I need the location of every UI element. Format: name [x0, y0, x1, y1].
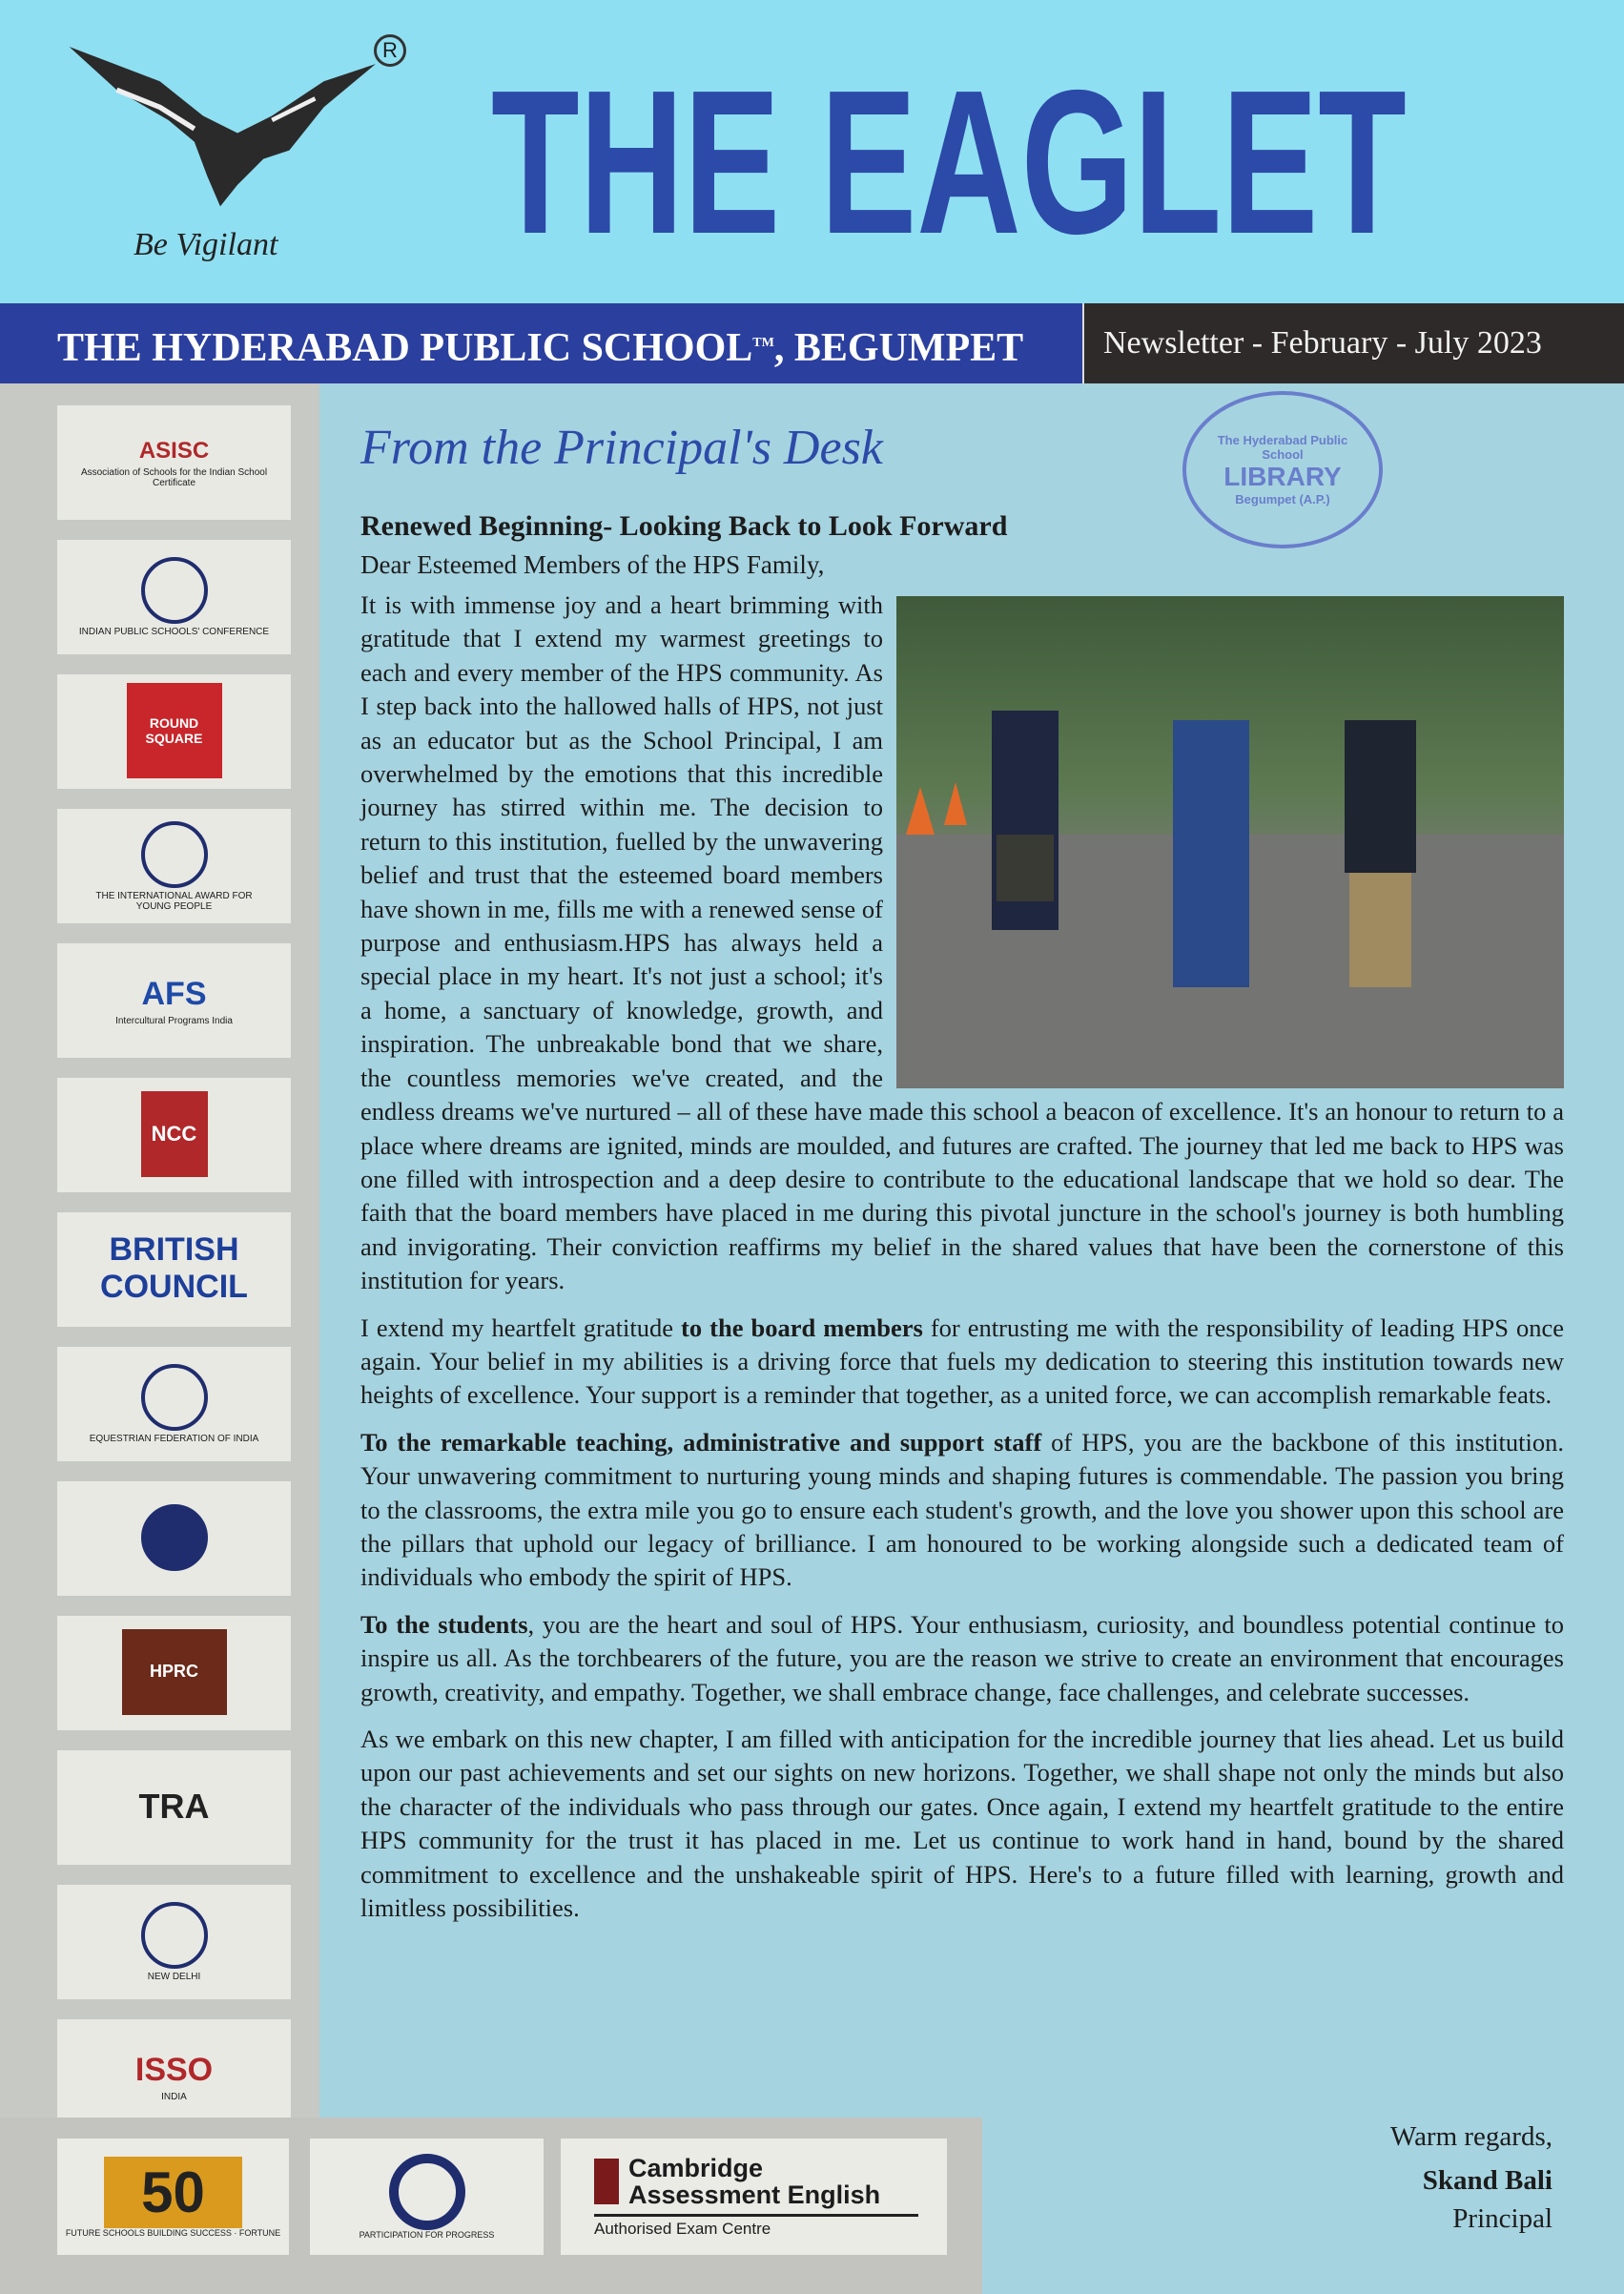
future-50-logo: [57, 2139, 289, 2255]
affiliation-logo: [57, 1885, 291, 1999]
designation: Principal: [1452, 2203, 1552, 2234]
affiliation-logo: [57, 405, 291, 520]
cambridge-logo: [561, 2139, 947, 2255]
registered-mark: R: [374, 34, 406, 67]
paragraph-4: [360, 1608, 1564, 1709]
affiliation-emblem-icon: [127, 683, 222, 778]
logo-caption: THE INTERNATIONAL AWARD FOR YOUNG PEOPLE: [95, 890, 253, 912]
p2-text-b: for entrusting me with the responsibility of leading HPS once again. Your belief in my abilities is a driving force that fuels my dedication to steering this institution towards new heights of excellence. Your support is a reminder that together, as a united force, we can accomplish remarkable feats.: [360, 1312, 1564, 1410]
article-headline: Renewed Beginning- Looking Back to Look Forward: [360, 510, 1008, 542]
affiliation-logo: [57, 809, 291, 923]
stamp-line2: LIBRARY: [1223, 462, 1342, 491]
affiliation-logo: [57, 1616, 291, 1730]
p4-bold: To the students: [360, 1609, 528, 1639]
participation-for-progress-logo: [310, 2139, 544, 2255]
p2-text-a: I extend my heartfelt gratitude: [360, 1312, 682, 1342]
cambridge-shield-icon: [594, 2159, 619, 2204]
logo-name: ASISC: [138, 437, 210, 464]
future-50-mark: 50: [104, 2157, 242, 2228]
principal-article: [360, 420, 1564, 1938]
logo-name: BRITISH COUNCIL: [100, 1230, 248, 1305]
paragraph-5: As we embark on this new chapter, I am filled with anticipation for the incredible journey that lies ahead. Let us build upon our past achievements and set our sights on new horizons. Together, we shall shape not only the minds but also the character of the individuals who pass through our gates. Once again, I extend my heartfelt gratitude to the entire HPS community for the trust it has placed in me. Let us continue to work hand in hand, bound by the shared commitment to excellence and the unshakeable spirit of HPS. Here's to a future filled with learning, growth and limitless possibilities.: [360, 1725, 1564, 1923]
school-name: THE HYDERABAD PUBLIC SCHOOL: [57, 326, 753, 370]
closing: Warm regards,: [1390, 2121, 1552, 2152]
affiliation-logo: [57, 1481, 291, 1596]
affiliation-logo: [57, 943, 291, 1058]
logo-caption: INDIA: [161, 2091, 187, 2102]
logo-name: ISSO: [134, 2051, 214, 2088]
issue-label: Newsletter - February - July 2023: [1082, 303, 1624, 383]
p3-text: of HPS, you are the backbone of this institution. Your unwavering commitment to nurturing young minds and shaping futures is commendable. The passion you bring to the classrooms, the extra mile you go to ensure each student's growth, and the love you shower upon this school are the pillars that uphold our legacy of brilliance. I am honoured to be working alongside such a dedicated team of individuals who embody the spirit of HPS.: [360, 1427, 1564, 1592]
logo-caption: INDIAN PUBLIC SCHOOLS' CONFERENCE: [78, 627, 270, 637]
paragraph-1-text: It is with immense joy and a heart brimming with gratitude that I extend my warmest greetings to each and every member of the HPS community. As I step back into the hallowed halls of HPS, not just as an educator but as the School Principal, I am overwhelmed by the emotions that this incredible journey has stirred within me. The decision to return to this institution, fuelled by the unwavering belief and trust that the esteemed board members have shown in me, fills me with a renewed sense of purpose and enthusiasm.HPS has always held a special place in my heart. It's not just a school; it's a home, a sanctuary of knowledge, growth, and inspiration. The unbreakable bond that we share, the countless memories we've created, and the endless dreams we've nurtured – all of these have made this school a beacon of excellence. It's an honour to return to a place where dreams are ignited, minds are moulded, and futures are crafted. The journey that led me back to HPS was one filled with introspection and a deep desire to contribute to the educational landscape that we hold so dear. The faith that the board members have placed in me during this pivotal juncture in the school's journey is both humbling and invigorating. Their conviction reaffirms my belief in the shared values that have been the cornerstone of this institution for years.: [360, 590, 1564, 1295]
cambridge-caption: Authorised Exam Centre: [594, 2220, 771, 2238]
affiliation-logo: [57, 674, 291, 789]
stamp-line1: The Hyderabad Public School: [1217, 433, 1348, 462]
affiliation-emblem-icon: [141, 1504, 208, 1571]
affiliation-logo: [57, 1750, 291, 1865]
section-title: From the Principal's Desk: [360, 421, 883, 475]
logo-name: NCC: [151, 1121, 197, 1146]
stamp-line3: Begumpet (A.P.): [1235, 492, 1330, 506]
principal-with-students-photo: [896, 596, 1564, 1088]
participation-caption: PARTICIPATION FOR PROGRESS: [359, 2230, 495, 2240]
future-50-caption: FUTURE SCHOOLS BUILDING SUCCESS · FORTUNE: [65, 2227, 281, 2238]
participation-emblem-icon: [389, 2154, 465, 2230]
logo-caption: NEW DELHI: [147, 1972, 201, 1982]
logo-name: AFS: [141, 975, 207, 1012]
cambridge-name: Cambridge Assessment English: [628, 2154, 881, 2209]
affiliations-sidebar: [0, 383, 319, 2294]
affiliation-emblem-icon: [141, 821, 208, 888]
affiliation-emblem-icon: [141, 557, 208, 624]
p2-bold: to the board members: [681, 1312, 923, 1342]
logo-name: ROUND SQUARE: [145, 714, 203, 746]
trademark: TM: [752, 336, 774, 350]
eagle-logo-icon: [48, 38, 410, 219]
school-name-bar: [0, 303, 1082, 383]
logo-caption: Association of Schools for the Indian School Certificate: [80, 466, 268, 488]
affiliation-logo: [57, 1347, 291, 1461]
logo-name: TRA: [138, 1786, 210, 1826]
paragraph-2: [360, 1312, 1564, 1413]
paragraph-3: [360, 1426, 1564, 1595]
paragraph-1: [360, 589, 1564, 1298]
p4-text: , you are the heart and soul of HPS. Your enthusiasm, curiosity, and boundless potential continue to inspire us all. As the torchbearers of the future, you are the reason we strive to create an environment that encourages growth, creativity, and empathy. Together, we shall embrace change, face challenges, and celebrate successes.: [360, 1609, 1564, 1706]
affiliation-emblem-icon: [141, 1902, 208, 1969]
affiliation-logo: [57, 1212, 291, 1327]
masthead: [0, 0, 1624, 303]
salutation: Dear Esteemed Members of the HPS Family,: [360, 550, 825, 579]
school-name-line: [57, 303, 1023, 388]
signoff: [1390, 2118, 1552, 2238]
school-location: , BEGUMPET: [773, 326, 1024, 370]
affiliation-logo: [57, 1078, 291, 1192]
newsletter-title: THE EAGLET: [491, 47, 1407, 277]
affiliation-emblem-icon: [141, 1091, 208, 1177]
p3-bold: To the remarkable teaching, administrative and support staff: [360, 1427, 1042, 1457]
logo-name: HPRC: [149, 1662, 198, 1681]
logo-caption: Intercultural Programs India: [115, 1015, 233, 1026]
signatory: Skand Bali: [1422, 2165, 1552, 2196]
motto: Be Vigilant: [134, 227, 278, 262]
affiliation-emblem-icon: [122, 1629, 227, 1715]
affiliation-emblem-icon: [141, 1364, 208, 1431]
affiliation-logo: [57, 540, 291, 654]
logo-caption: EQUESTRIAN FEDERATION OF INDIA: [89, 1434, 259, 1444]
affiliation-logo: [57, 2019, 291, 2134]
